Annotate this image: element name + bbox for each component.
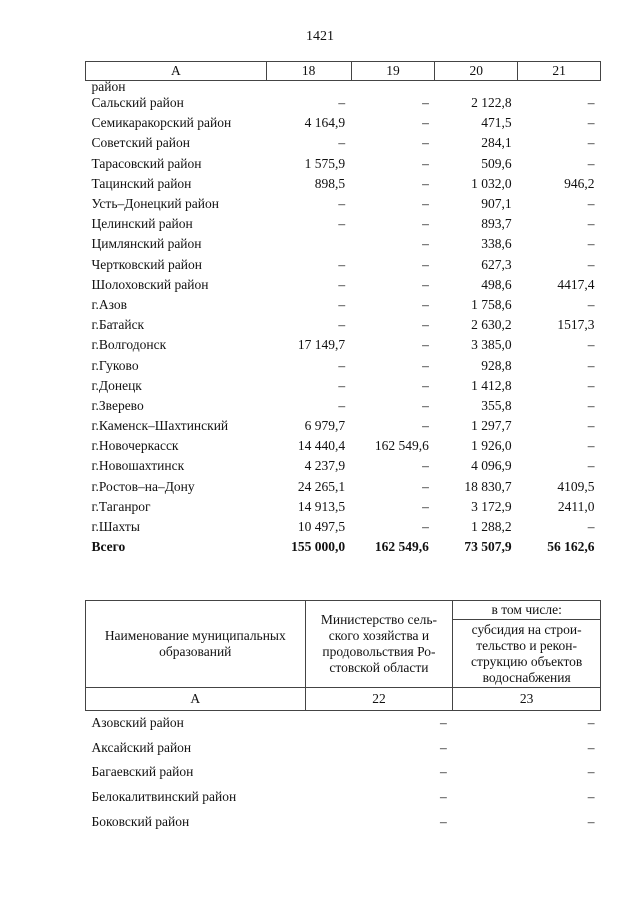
- value-col-19: –: [422, 256, 429, 272]
- value-col-19: –: [422, 276, 429, 292]
- budget-table-columns-18-21: [85, 61, 601, 557]
- row-name: Семикаракорский район: [91, 115, 232, 131]
- row-name: Боковский район: [91, 813, 190, 829]
- value-col-19: –: [422, 115, 429, 131]
- row-name: г.Гуково: [91, 357, 139, 373]
- value-col-18: 4 237,9: [304, 458, 346, 474]
- value-col-21: –: [587, 236, 595, 252]
- continued-row: [86, 81, 601, 94]
- value-col-19: –: [422, 519, 429, 535]
- value-col-19: –: [422, 317, 429, 333]
- value-col-21: 1517,3: [557, 317, 595, 333]
- row-name: Аксайский район: [91, 739, 192, 755]
- value-col-23: –: [587, 764, 595, 780]
- value-col-20: 1 297,7: [471, 418, 512, 434]
- value-col-18: –: [338, 296, 346, 312]
- value-col-21: –: [587, 519, 595, 535]
- row-name: г.Донецк: [91, 377, 142, 393]
- value-col-18: –: [338, 256, 346, 272]
- value-col-20: 627,3: [481, 256, 512, 272]
- value-col-21: –: [587, 397, 595, 413]
- row-name: Целинский район: [91, 216, 193, 232]
- value-col-22: –: [440, 739, 447, 755]
- value-col-19: –: [422, 236, 429, 252]
- value-col-19: –: [422, 135, 429, 151]
- table-row: [86, 315, 601, 335]
- table-row: [86, 355, 601, 375]
- value-col-20: 893,7: [481, 216, 512, 232]
- value-col-22: –: [440, 715, 447, 731]
- value-col-20: 2 630,2: [471, 317, 512, 333]
- page-number: 1421: [306, 29, 334, 44]
- table-row: [86, 154, 601, 174]
- table-row: [86, 234, 601, 254]
- row-name: г.Новочеркасск: [91, 438, 179, 454]
- value-col-21: –: [587, 196, 595, 212]
- ministry-table: [85, 600, 601, 834]
- value-col-20: 4 096,9: [471, 458, 512, 474]
- table-row: [86, 436, 601, 456]
- row-name: Азовский район: [91, 715, 184, 731]
- value-col-22: –: [440, 764, 447, 780]
- table-row: [86, 335, 601, 355]
- row-name: Советский район: [91, 135, 190, 151]
- value-col-18: –: [338, 377, 346, 393]
- value-col-21: –: [587, 438, 595, 454]
- value-col-19: –: [422, 337, 429, 353]
- value-col-18: 10 497,5: [297, 519, 346, 535]
- table-row: [86, 93, 601, 113]
- value-col-21: –: [587, 418, 595, 434]
- header-col-18: 18: [266, 62, 351, 81]
- value-col-20: 1 926,0: [471, 438, 512, 454]
- value-col-19: –: [422, 478, 429, 494]
- value-col-19: –: [422, 296, 429, 312]
- value-col-19: –: [422, 216, 429, 232]
- header-col-a: A: [86, 62, 267, 81]
- value-col-19: –: [422, 418, 429, 434]
- table2-header-row-1: [86, 601, 601, 620]
- value-col-22: –: [440, 813, 447, 829]
- value-col-22: –: [440, 789, 447, 805]
- table-row: [86, 456, 601, 476]
- table-row: [86, 711, 601, 736]
- value-col-20: 1 758,6: [471, 296, 512, 312]
- value-col-19: –: [422, 397, 429, 413]
- index-col-22: 22: [305, 688, 453, 711]
- header-including: в том числе:: [453, 601, 601, 620]
- value-col-18: –: [338, 276, 346, 292]
- value-col-23: –: [587, 739, 595, 755]
- value-col-21: –: [587, 256, 595, 272]
- total-col-19: 162 549,6: [374, 539, 429, 555]
- row-name: г.Шахты: [91, 519, 140, 535]
- value-col-20: 1 288,2: [471, 519, 512, 535]
- value-col-21: –: [587, 296, 595, 312]
- table-row: [86, 809, 601, 834]
- table-row: [86, 517, 601, 537]
- value-col-19: –: [422, 95, 429, 111]
- value-col-21: 2411,0: [557, 498, 595, 514]
- header-subsidy: субсидия на строи-тельство и рекон-струкцию объектов водоснабжения: [453, 620, 601, 688]
- value-col-21: –: [587, 95, 595, 111]
- table-row: [86, 416, 601, 436]
- value-col-20: 1 412,8: [471, 377, 512, 393]
- table-row: [86, 174, 601, 194]
- value-col-20: 3 385,0: [471, 337, 512, 353]
- value-col-18: –: [338, 357, 346, 373]
- continued-label: район: [91, 79, 126, 94]
- value-col-18: 1 575,9: [304, 155, 346, 171]
- value-col-18: –: [338, 397, 346, 413]
- index-col-23: 23: [453, 688, 601, 711]
- row-name: г.Зверево: [91, 397, 144, 413]
- value-col-23: –: [587, 813, 595, 829]
- value-col-18: [266, 234, 351, 254]
- value-col-21: –: [587, 377, 595, 393]
- row-name: г.Батайск: [91, 317, 145, 333]
- table-row: [86, 255, 601, 275]
- total-row: [86, 537, 601, 557]
- table-row: [86, 497, 601, 517]
- value-col-21: 4109,5: [557, 478, 595, 494]
- row-name: г.Каменск–Шахтинский: [91, 418, 229, 434]
- row-name: Цимлянский район: [91, 236, 202, 252]
- header-col-19: 19: [351, 62, 435, 81]
- value-col-20: 284,1: [481, 135, 512, 151]
- value-col-18: 14 913,5: [297, 498, 346, 514]
- value-col-19: –: [422, 175, 429, 191]
- value-col-21: –: [587, 135, 595, 151]
- total-label: Всего: [91, 539, 126, 555]
- table-row: [86, 760, 601, 785]
- value-col-18: 17 149,7: [297, 337, 346, 353]
- value-col-20: 3 172,9: [471, 498, 512, 514]
- row-name: Тацинский район: [91, 175, 192, 191]
- row-name: Белокалитвинский район: [91, 789, 237, 805]
- value-col-18: –: [338, 317, 346, 333]
- value-col-21: 4417,4: [557, 276, 595, 292]
- value-col-20: 2 122,8: [471, 95, 512, 111]
- row-name: Сальский район: [91, 95, 184, 111]
- value-col-20: 338,6: [481, 236, 512, 252]
- value-col-21: –: [587, 115, 595, 131]
- value-col-23: –: [587, 789, 595, 805]
- value-col-18: 898,5: [314, 175, 346, 191]
- table-row: [86, 396, 601, 416]
- value-col-20: 355,8: [481, 397, 512, 413]
- row-name: Усть–Донецкий район: [91, 196, 219, 212]
- value-col-19: –: [422, 458, 429, 474]
- value-col-18: 6 979,7: [304, 418, 346, 434]
- table-row: [86, 376, 601, 396]
- row-name: г.Новошахтинск: [91, 458, 185, 474]
- value-col-19: –: [422, 155, 429, 171]
- total-col-20: 73 507,9: [464, 539, 512, 555]
- table-row: [86, 194, 601, 214]
- value-col-18: 14 440,4: [297, 438, 346, 454]
- value-col-19: 162 549,6: [374, 438, 429, 454]
- value-col-18: –: [338, 135, 346, 151]
- value-col-21: –: [587, 357, 595, 373]
- value-col-19: –: [422, 196, 429, 212]
- value-col-20: 471,5: [481, 115, 512, 131]
- row-name: Тарасовский район: [91, 155, 202, 171]
- value-col-20: 18 830,7: [464, 478, 512, 494]
- row-name: г.Таганрог: [91, 498, 151, 514]
- value-col-20: 498,6: [481, 276, 512, 292]
- value-col-18: –: [338, 216, 346, 232]
- header-col-20: 20: [435, 62, 518, 81]
- value-col-21: –: [587, 337, 595, 353]
- table-row: [86, 785, 601, 810]
- row-name: Шолоховский район: [91, 276, 209, 292]
- table1-header-row: [86, 62, 601, 81]
- header-ministry: Министерство сель-ского хозяйства и продовольствия Ро-стовской области: [305, 601, 453, 688]
- value-col-21: –: [587, 458, 595, 474]
- value-col-20: 928,8: [481, 357, 512, 373]
- value-col-18: –: [338, 196, 346, 212]
- table-row: [86, 113, 601, 133]
- value-col-19: –: [422, 377, 429, 393]
- value-col-21: 946,2: [564, 175, 595, 191]
- table-row: [86, 295, 601, 315]
- table-row: [86, 477, 601, 497]
- value-col-21: –: [587, 216, 595, 232]
- value-col-20: 1 032,0: [471, 175, 512, 191]
- row-name: г.Азов: [91, 296, 128, 312]
- index-col-a: А: [86, 688, 306, 711]
- table-row: [86, 736, 601, 761]
- header-col-21: 21: [518, 62, 601, 81]
- value-col-19: –: [422, 498, 429, 514]
- value-col-19: –: [422, 357, 429, 373]
- table-row: [86, 275, 601, 295]
- value-col-20: 907,1: [481, 196, 512, 212]
- value-col-21: –: [587, 155, 595, 171]
- table-row: [86, 214, 601, 234]
- value-col-18: –: [338, 95, 346, 111]
- row-name: Багаевский район: [91, 764, 194, 780]
- total-col-21: 56 162,6: [547, 539, 595, 555]
- row-name: г.Ростов–на–Дону: [91, 478, 195, 494]
- value-col-20: 509,6: [481, 155, 512, 171]
- row-name: Чертковский район: [91, 256, 202, 272]
- total-col-18: 155 000,0: [291, 539, 346, 555]
- value-col-23: –: [587, 715, 595, 731]
- value-col-18: 24 265,1: [297, 478, 346, 494]
- row-name: г.Волгодонск: [91, 337, 167, 353]
- header-municipality: Наименование муниципальных образований: [86, 601, 306, 688]
- value-col-18: 4 164,9: [304, 115, 346, 131]
- table-row: [86, 133, 601, 153]
- table2-index-row: [86, 688, 601, 711]
